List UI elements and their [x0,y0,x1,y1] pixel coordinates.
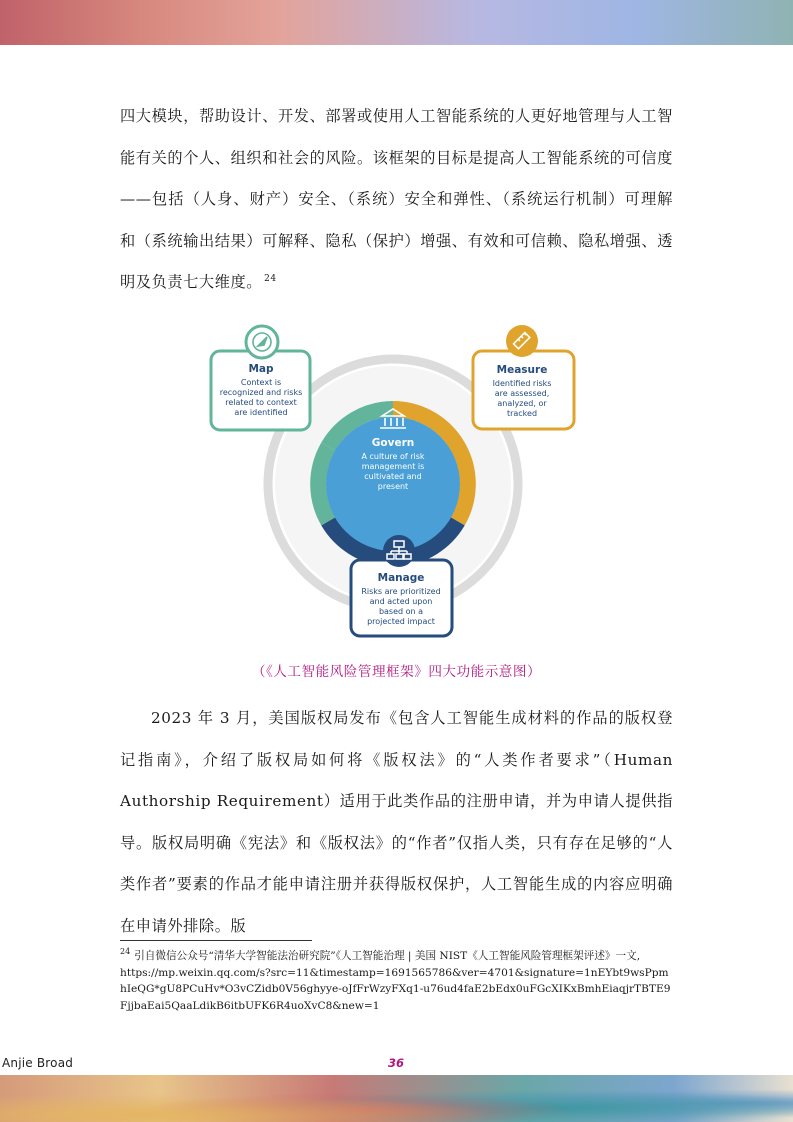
map-line-2: recognized and risks [219,388,303,397]
manage-line-2: and acted upon [369,597,433,606]
page-number: 36 [387,1056,404,1070]
map-box [211,326,310,430]
manage-line-1: Risks are prioritized [361,587,441,596]
measure-icon-badge [506,325,538,357]
paragraph-1-text: 四大模块，帮助设计、开发、部署或使用人工智能系统的人更好地管理与人工智能有关的个人、组织和社会的风险。该框架的目标是提高人工智能系统的可信度——包括（人身、财产）安全、（系统）安全和弹性、（系统运行机制）可理解和（系统输出结果）可解释、隐私（保护）增强、有效和可信赖、隐私增强、透明及负责七大维度。 [120,107,673,291]
bottom-decorative-art [0,1075,793,1122]
footnote-reference: 24 [264,273,277,284]
measure-title: Measure [496,364,548,376]
govern-line-3: cultivated and [364,472,422,481]
govern-line-2: management is [361,462,425,471]
figure-caption: （《人工智能风险管理框架》四大功能示意图） [251,664,542,680]
footer-brand: Anjie Broad [2,1056,74,1070]
body-paragraph-2: 2023 年 3 月，美国版权局发布《包含人工智能生成材料的作品的版权登记指南》，介绍了版权局如何将《版权法》的“人类作者要求”（Human Authorship Requirement）适用于此类作品的注册申请，并为申请人提供指导。版权局明确《宪法》和《版权法》的“作者”仅指人类，只有存在足够的“人类作者”要素的作品才能申请注册并获得版权保护，人工智能生成的内容应明确在申请外排除。版 [120,709,673,935]
top-decorative-banner [0,0,793,45]
govern-line-4: present [377,482,409,491]
footnote-url[interactable]: https://mp.weixin.qq.com/s?src=11&timestamp=1691565786&ver=4701&signature=1nEYbt9wsPpmhIeQG*gU8PCuHv*O3vCZidb0V56ghyye-oJfFrWzyFXq1-u76ud4faE2bEdx0uFGcXIKxBmhEiaqjrTBTE9FjjbaEai5QaaLdikB6itbUFK6R4uoXvC8&new=1 [120,966,671,1012]
measure-line-2: are assessed, [494,389,550,398]
rmf-core-diagram [208,322,578,642]
govern-line-1: A culture of risk [361,452,425,461]
manage-line-3: based on a [378,607,424,616]
govern-title: Govern [371,437,415,449]
measure-line-3: analyzed, or [497,399,547,408]
footnote-number: 24 [120,947,131,957]
measure-line-4: tracked [506,409,538,418]
map-line-1: Context is [240,378,282,387]
map-line-3: related to context [225,398,297,407]
measure-line-1: Identified risks [492,379,552,388]
manage-title: Manage [377,572,425,584]
map-line-4: are identified [234,408,288,417]
body-paragraph-1 [120,96,673,304]
footnote-text: 引自微信公众号“清华大学智能法治研究院”《人工智能治理 | 美国 NIST《人工智能风险管理框架评述》一文, [134,950,641,962]
footnote [120,948,673,1014]
map-title: Map [248,363,274,375]
manage-line-4: projected impact [367,617,435,626]
measure-box [473,325,574,429]
rmf-diagram-svg [208,322,578,642]
footnote-divider [120,940,312,941]
